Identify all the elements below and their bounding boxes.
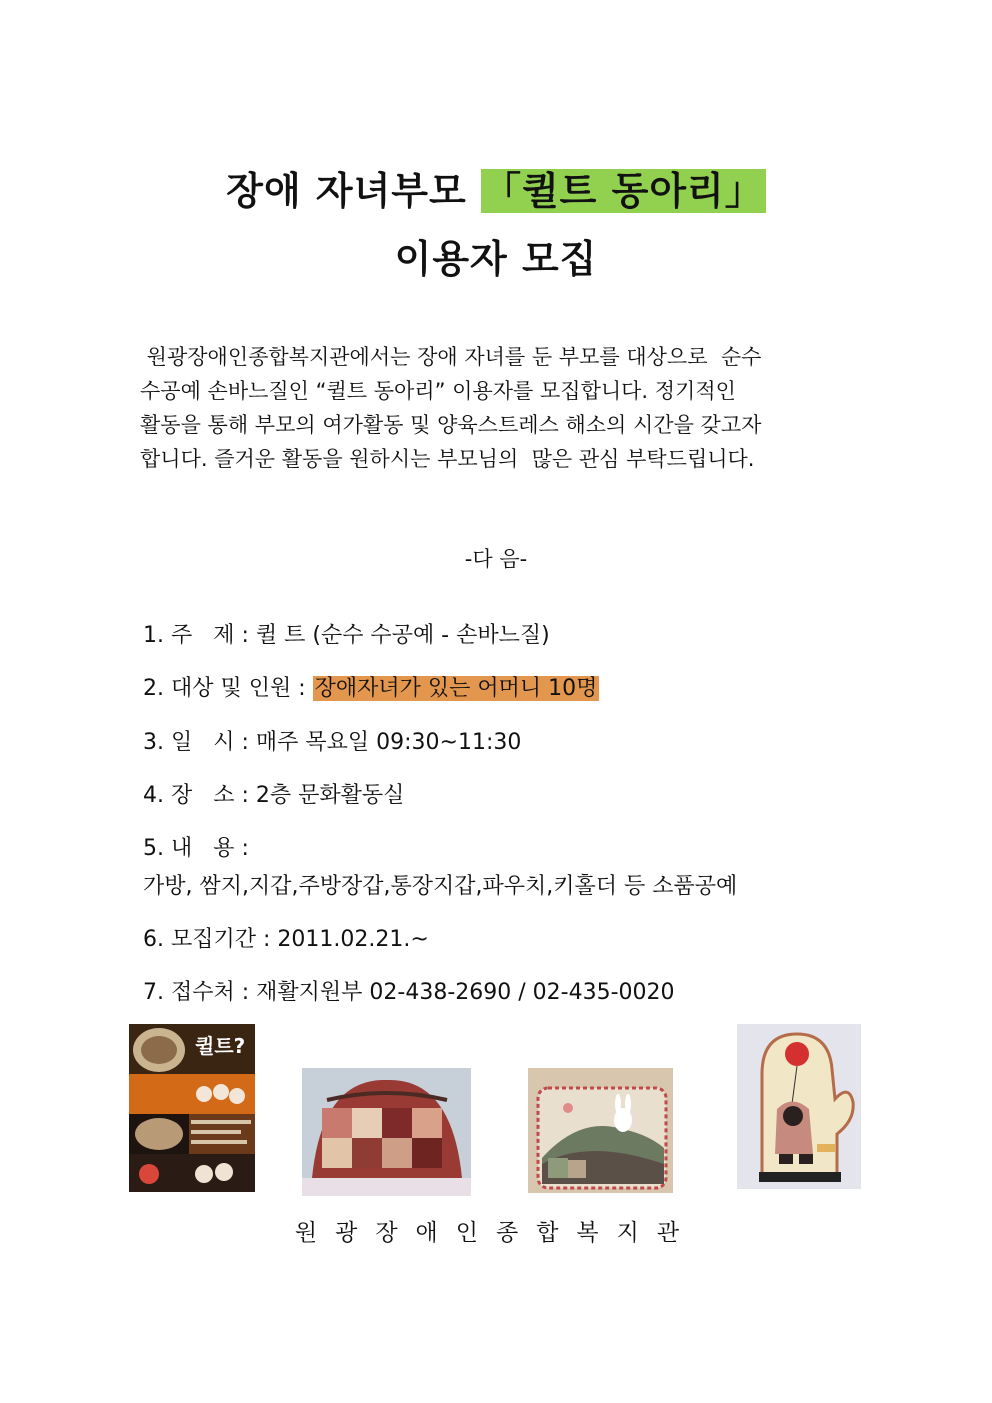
- item-target: [143, 671, 599, 702]
- intro-line: 원광장애인종합복지관에서는 장애 자녀를 둔 부모를 대상으로 순수: [140, 345, 762, 369]
- item-place: 4. 장 소 : 2층 문화활동실: [143, 783, 405, 808]
- title-highlight: 「퀼트 동아리」: [482, 169, 764, 213]
- item-contact: 7. 접수처 : 재활지원부 02-438-2690 / 02-435-0020: [143, 980, 675, 1005]
- item-topic: 1. 주 제 : 퀼 트 (순수 수공예 - 손바느질): [143, 623, 550, 648]
- patchwork-pouch-graphic: [302, 1068, 471, 1196]
- title-line-2: 이용자 모집: [394, 237, 598, 281]
- item-content-text: 가방, 쌈지,지갑,주방장갑,통장지갑,파우치,키홀더 등 소품공예: [143, 874, 738, 899]
- oven-mitt-image: [737, 1024, 861, 1189]
- intro-line: 활동을 통해 부모의 여가활동 및 양육스트레스 해소의 시간을 갖고자: [140, 413, 762, 437]
- poster-title: 퀼트?: [195, 1034, 246, 1058]
- title-line-1: [0, 160, 992, 215]
- next-heading: -다 음-: [464, 547, 528, 571]
- bunny-pouch-image: [528, 1068, 673, 1193]
- organization-footer: 원광장애인종합복지관: [294, 1220, 698, 1246]
- bunny-pouch-graphic: [528, 1068, 673, 1193]
- item-period: 6. 모집기간 : 2011.02.21.~: [143, 927, 429, 952]
- intro-line: 합니다. 즐거운 활동을 원하시는 부모님의 많은 관심 부탁드립니다.: [140, 447, 755, 471]
- intro-line: 수공예 손바느질인 “퀼트 동아리” 이용자를 모집합니다. 정기적인: [140, 379, 736, 403]
- item-datetime: 3. 일 시 : 매주 목요일 09:30~11:30: [143, 730, 522, 755]
- quilt-poster-image: [129, 1024, 255, 1192]
- item-content-label: 5. 내 용 :: [143, 836, 249, 861]
- intro-paragraph: [140, 340, 840, 476]
- patchwork-pouch-image: [302, 1068, 471, 1196]
- oven-mitt-graphic: [737, 1024, 861, 1189]
- item-target-label: 2. 대상 및 인원 :: [143, 676, 313, 701]
- item-target-highlight: 장애자녀가 있는 어머니 10명: [314, 676, 598, 701]
- title-prefix: 장애 자녀부모: [226, 169, 467, 213]
